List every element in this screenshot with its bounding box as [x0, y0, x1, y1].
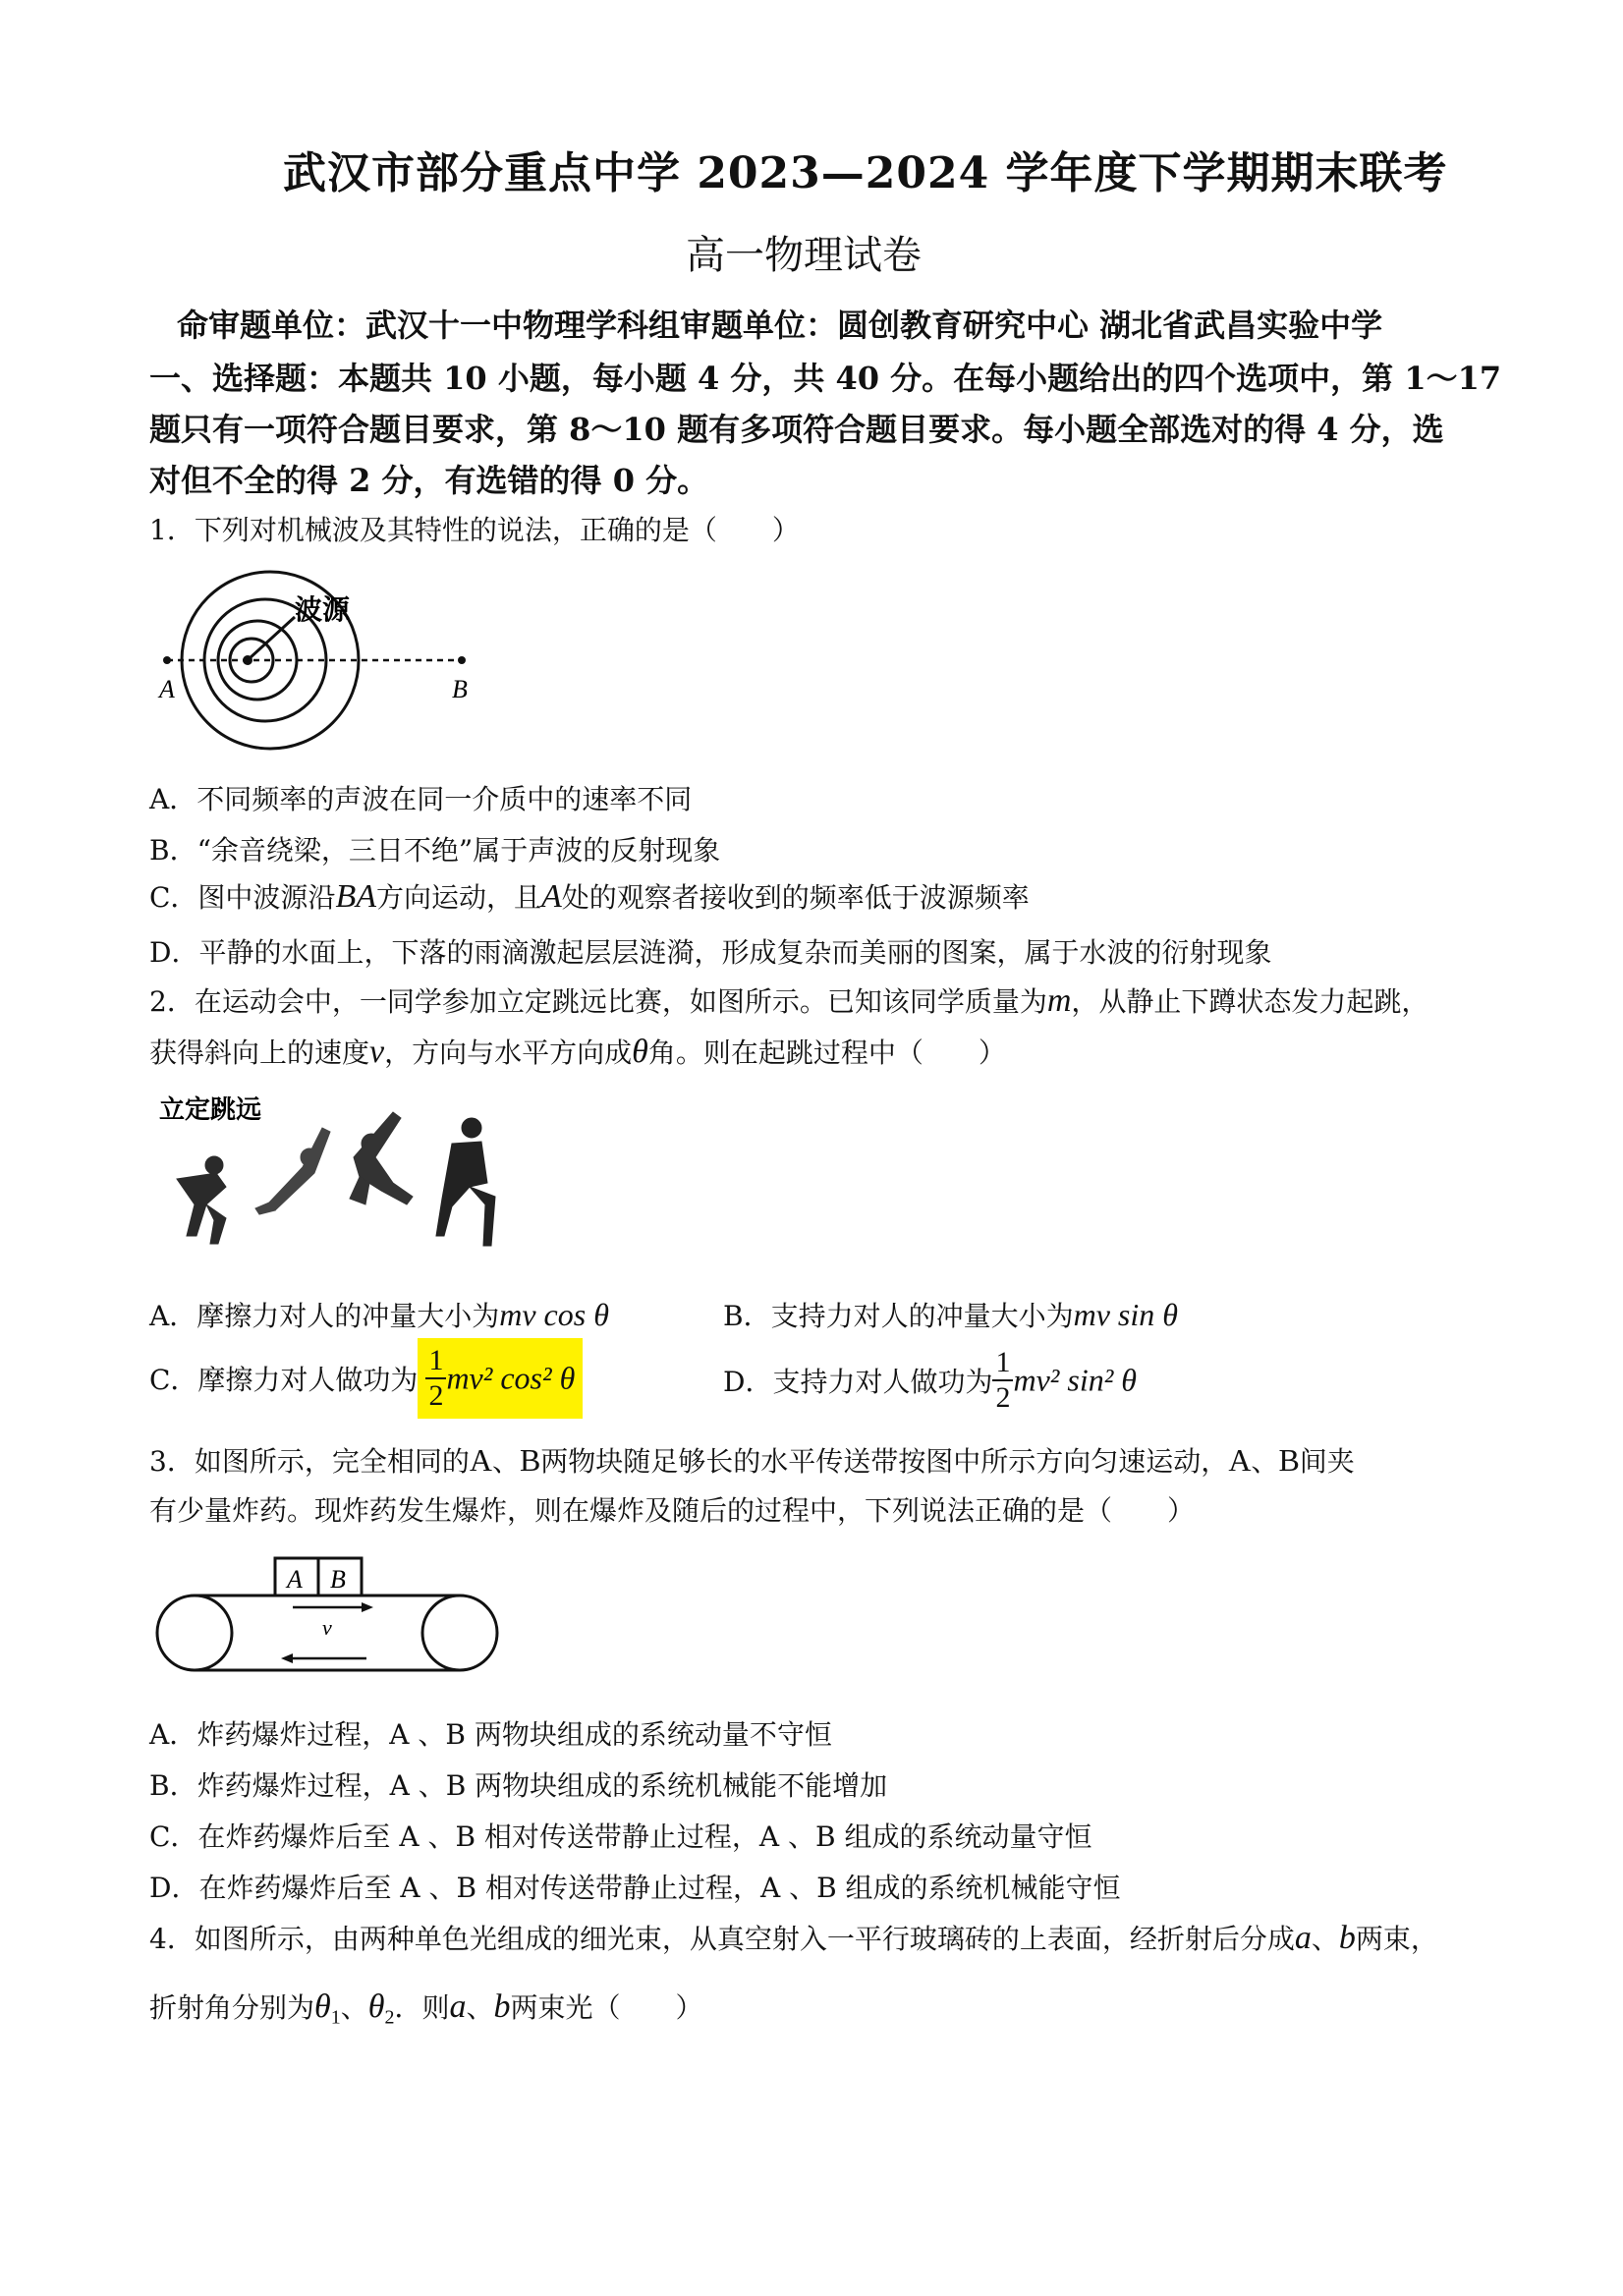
q3-fig-velocity: v: [322, 1615, 332, 1640]
q3-fig-block-b: B: [330, 1565, 346, 1594]
q3-option-d: D．在炸药爆炸后至 A 、B 相对传送带静止过程，A 、B 组成的系统机械能守恒: [149, 1872, 1121, 1904]
section-instructions-line2: 题只有一项符合题目要求，第 8～10 题有多项符合题目要求。每小题全部选对的得 4 分，选: [149, 411, 1444, 448]
q1-option-a: A．不同频率的声波在同一介质中的速率不同: [149, 783, 693, 815]
q3-stem-line2: 有少量炸药。现炸药发生爆炸，则在爆炸及随后的过程中，下列说法正确的是（ ）: [149, 1494, 1196, 1527]
q2-option-c: C．摩擦力对人做功为 $\frac{1}{2}$ mv² cos² θ: [149, 1338, 583, 1419]
q2-option-b: B．支持力对人的冲量大小为mv sin θ: [723, 1297, 1178, 1332]
q1-option-b: B．“余音绕梁，三日不绝”属于声波的反射现象: [149, 834, 721, 867]
q3-stem-line1: 3．如图所示，完全相同的A、B两物块随足够长的水平传送带按图中所示方向匀速运动，A、B间夹: [149, 1442, 1355, 1478]
q2-standing-jump-figure: [157, 1089, 648, 1265]
q2-option-c-highlight: $\frac{1}{2}$ mv² cos² θ: [418, 1338, 583, 1419]
q1-option-d: D．平静的水面上，下落的雨滴激起层层涟漪，形成复杂而美丽的图案，属于水波的衍射现象: [149, 936, 1272, 969]
exam-subtitle: 高一物理试卷: [686, 233, 922, 278]
q3-conveyor-figure: [155, 1548, 499, 1686]
q1-fig-label-a: A: [159, 675, 175, 703]
q2-option-d: D．支持力对人做功为 $\frac{1}{2}$ mv² sin² θ: [723, 1346, 1138, 1414]
q1-stem: 1．下列对机械波及其特性的说法，正确的是（ ）: [149, 514, 800, 546]
q4-stem-line1: 4．如图所示，由两种单色光组成的细光束，从真空射入一平行玻璃砖的上表面，经折射后分成a、b两束，: [149, 1920, 1438, 1956]
q1-option-c: C．图中波源沿BA方向运动，且A处的观察者接收到的频率低于波源频率: [149, 878, 1030, 915]
q2-fig-label: 立定跳远: [159, 1095, 262, 1125]
q2-stem-line1: 2．在运动会中，一同学参加立定跳远比赛，如图所示。已知该同学质量为m，从静止下蹲状态发力起跳，: [149, 982, 1429, 1019]
exam-units: 命审题单位：武汉十一中物理学科组审题单位：圆创教育研究中心 湖北省武昌实验中学: [177, 307, 1383, 344]
q3-option-a: A．炸药爆炸过程，A 、B 两物块组成的系统动量不守恒: [149, 1718, 832, 1751]
section-instructions-line3: 对但不全的得 2 分，有选错的得 0 分。: [149, 462, 709, 499]
q2-stem-line2: 获得斜向上的速度v，方向与水平方向成θ角。则在起跳过程中（ ）: [149, 1034, 1006, 1070]
q4-stem-line2: 折射角分别为$\theta_1$、$\theta_2$．则a、b两束光（ ）: [149, 1988, 703, 2029]
exam-title: 武汉市部分重点中学 2023—2024 学年度下学期期末联考: [283, 148, 1448, 198]
section-instructions-line1: 一、选择题：本题共 10 小题，每小题 4 分，共 40 分。在每小题给出的四个选项中，第 1～17: [149, 360, 1502, 397]
q3-option-b: B．炸药爆炸过程，A 、B 两物块组成的系统机械能不能增加: [149, 1769, 888, 1802]
q1-fig-source-label: 波源: [295, 593, 351, 626]
q1-fig-label-b: B: [452, 675, 468, 703]
q3-fig-block-a: A: [287, 1565, 303, 1594]
q1-wave-figure: [147, 570, 481, 756]
q3-option-c: C．在炸药爆炸后至 A 、B 相对传送带静止过程，A 、B 组成的系统动量守恒: [149, 1820, 1092, 1853]
q2-option-a: A．摩擦力对人的冲量大小为mv cos θ: [149, 1297, 609, 1332]
